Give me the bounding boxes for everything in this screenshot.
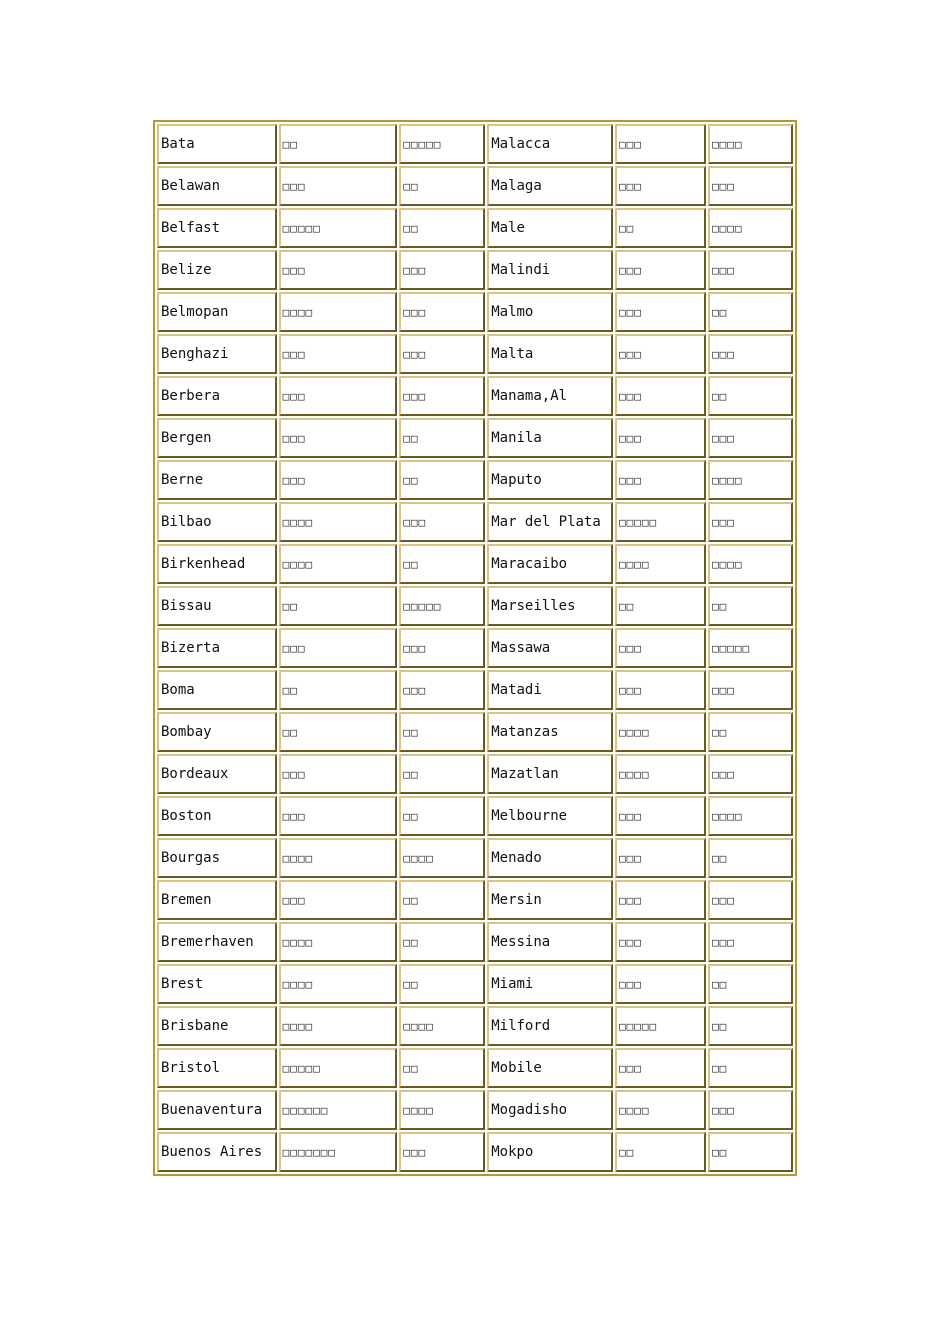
country-cell: □□□□ [708,544,793,584]
port-name-cell: Melbourne [487,796,613,836]
table-row [157,292,793,332]
port-name-cell: Birkenhead [157,544,277,584]
port-name-cell: Malaga [487,166,613,206]
port-name-cell: Bata [157,124,277,164]
table-row [157,1090,793,1130]
country-cell: □□ [399,460,485,500]
table-row [157,754,793,794]
country-cell: □□□□ [399,838,485,878]
chinese-name-cell: □□□ [615,250,706,290]
table-row [157,880,793,920]
port-name-cell: Bourgas [157,838,277,878]
country-cell: □□□□□ [708,628,793,668]
port-name-cell: Marseilles [487,586,613,626]
chinese-name-cell: □□□ [279,418,398,458]
chinese-name-cell: □□□ [279,796,398,836]
country-cell: □□□ [708,250,793,290]
chinese-name-cell: □□□ [279,250,398,290]
table-row [157,1006,793,1046]
chinese-name-cell: □□ [279,124,398,164]
country-cell: □□ [399,712,485,752]
chinese-name-cell: □□ [279,670,398,710]
country-cell: □□□ [399,376,485,416]
chinese-name-cell: □□ [279,586,398,626]
port-name-cell: Berne [157,460,277,500]
chinese-name-cell: □□□ [279,754,398,794]
table-row [157,922,793,962]
port-name-cell: Brest [157,964,277,1004]
table-row [157,334,793,374]
chinese-name-cell: □□□□ [615,1090,706,1130]
country-cell: □□□ [399,628,485,668]
chinese-name-cell: □□□ [615,376,706,416]
port-name-cell: Buenaventura [157,1090,277,1130]
port-name-cell: Benghazi [157,334,277,374]
chinese-name-cell: □□□□□□ [279,1090,398,1130]
chinese-name-cell: □□□ [615,334,706,374]
port-name-cell: Mogadisho [487,1090,613,1130]
chinese-name-cell: □□□□□ [615,1006,706,1046]
port-name-cell: Bissau [157,586,277,626]
port-table-body [157,124,793,1172]
port-name-cell: Bordeaux [157,754,277,794]
country-cell: □□□ [708,922,793,962]
port-name-cell: Manama,Al [487,376,613,416]
port-name-cell: Buenos Aires [157,1132,277,1172]
chinese-name-cell: □□□ [615,964,706,1004]
table-row [157,544,793,584]
port-name-cell: Bergen [157,418,277,458]
port-name-cell: Mokpo [487,1132,613,1172]
country-cell: □□□ [708,502,793,542]
chinese-name-cell: □□□□ [279,502,398,542]
country-cell: □□ [399,880,485,920]
chinese-name-cell: □□□□ [279,1006,398,1046]
country-cell: □□□ [708,880,793,920]
country-cell: □□ [708,376,793,416]
country-cell: □□□□ [399,1090,485,1130]
chinese-name-cell: □□□□ [615,544,706,584]
port-name-cell: Brisbane [157,1006,277,1046]
country-cell: □□□ [708,1090,793,1130]
country-cell: □□ [708,1006,793,1046]
port-name-cell: Boma [157,670,277,710]
country-cell: □□ [399,544,485,584]
port-name-cell: Belmopan [157,292,277,332]
country-cell: □□ [399,796,485,836]
country-cell: □□ [708,712,793,752]
port-name-cell: Maracaibo [487,544,613,584]
chinese-name-cell: □□□□□ [279,1048,398,1088]
chinese-name-cell: □□□ [279,166,398,206]
port-name-cell: Milford [487,1006,613,1046]
chinese-name-cell: □□□ [279,334,398,374]
table-row [157,166,793,206]
chinese-name-cell: □□□□ [279,544,398,584]
port-name-cell: Menado [487,838,613,878]
port-name-table [153,120,797,1176]
chinese-name-cell: □□□□□ [615,502,706,542]
table-row [157,1132,793,1172]
country-cell: □□□□ [708,208,793,248]
country-cell: □□ [708,1132,793,1172]
country-cell: □□ [399,418,485,458]
chinese-name-cell: □□□ [615,670,706,710]
port-name-cell: Mobile [487,1048,613,1088]
country-cell: □□□ [708,418,793,458]
port-name-cell: Bremerhaven [157,922,277,962]
country-cell: □□ [708,292,793,332]
table-row [157,670,793,710]
country-cell: □□□□ [399,1006,485,1046]
chinese-name-cell: □□ [615,1132,706,1172]
port-name-cell: Male [487,208,613,248]
chinese-name-cell: □□□ [279,460,398,500]
port-name-cell: Malindi [487,250,613,290]
port-name-cell: Belize [157,250,277,290]
chinese-name-cell: □□□ [279,880,398,920]
country-cell: □□ [399,1048,485,1088]
port-name-cell: Mazatlan [487,754,613,794]
port-name-cell: Bristol [157,1048,277,1088]
country-cell: □□□ [708,166,793,206]
port-name-cell: Manila [487,418,613,458]
chinese-name-cell: □□□□ [615,754,706,794]
port-name-cell: Belfast [157,208,277,248]
table-row [157,502,793,542]
chinese-name-cell: □□□ [279,628,398,668]
port-name-cell: Messina [487,922,613,962]
chinese-name-cell: □□□ [279,376,398,416]
port-name-cell: Mar del Plata [487,502,613,542]
port-name-cell: Boston [157,796,277,836]
chinese-name-cell: □□ [615,586,706,626]
port-name-cell: Matanzas [487,712,613,752]
country-cell: □□ [708,586,793,626]
country-cell: □□□ [708,334,793,374]
country-cell: □□□ [708,670,793,710]
chinese-name-cell: □□□□□□□ [279,1132,398,1172]
port-name-cell: Miami [487,964,613,1004]
table-row [157,418,793,458]
country-cell: □□□□□ [399,586,485,626]
port-name-cell: Belawan [157,166,277,206]
port-name-cell: Massawa [487,628,613,668]
port-name-cell: Bizerta [157,628,277,668]
port-name-cell: Malmo [487,292,613,332]
chinese-name-cell: □□□ [615,1048,706,1088]
chinese-name-cell: □□□ [615,838,706,878]
port-name-cell: Malacca [487,124,613,164]
table-row [157,1048,793,1088]
chinese-name-cell: □□□ [615,880,706,920]
chinese-name-cell: □□□□ [615,712,706,752]
table-row [157,796,793,836]
table-row [157,712,793,752]
country-cell: □□ [399,208,485,248]
table-row [157,460,793,500]
chinese-name-cell: □□□ [615,460,706,500]
country-cell: □□□□ [708,124,793,164]
country-cell: □□□ [399,502,485,542]
country-cell: □□□□□ [399,124,485,164]
country-cell: □□□ [399,250,485,290]
table-row [157,376,793,416]
table-row [157,124,793,164]
chinese-name-cell: □□ [615,208,706,248]
country-cell: □□ [708,1048,793,1088]
country-cell: □□ [399,754,485,794]
country-cell: □□□ [399,1132,485,1172]
chinese-name-cell: □□□ [615,124,706,164]
table-row [157,964,793,1004]
port-name-cell: Bilbao [157,502,277,542]
chinese-name-cell: □□□□□ [279,208,398,248]
chinese-name-cell: □□□□ [279,838,398,878]
chinese-name-cell: □□□□ [279,964,398,1004]
chinese-name-cell: □□□ [615,922,706,962]
country-cell: □□ [399,922,485,962]
port-name-cell: Mersin [487,880,613,920]
table-row [157,250,793,290]
chinese-name-cell: □□□ [615,166,706,206]
country-cell: □□ [708,838,793,878]
port-name-cell: Bremen [157,880,277,920]
country-cell: □□□ [708,754,793,794]
country-cell: □□□□ [708,460,793,500]
table-row [157,208,793,248]
table-row [157,628,793,668]
country-cell: □□□ [399,334,485,374]
port-name-cell: Bombay [157,712,277,752]
country-cell: □□□ [399,670,485,710]
port-name-cell: Maputo [487,460,613,500]
port-name-cell: Berbera [157,376,277,416]
chinese-name-cell: □□□□ [279,292,398,332]
port-name-cell: Malta [487,334,613,374]
port-name-cell: Matadi [487,670,613,710]
chinese-name-cell: □□□ [615,292,706,332]
chinese-name-cell: □□ [279,712,398,752]
country-cell: □□ [399,964,485,1004]
country-cell: □□ [708,964,793,1004]
table-row [157,586,793,626]
country-cell: □□□ [399,292,485,332]
country-cell: □□ [399,166,485,206]
chinese-name-cell: □□□□ [279,922,398,962]
chinese-name-cell: □□□ [615,418,706,458]
chinese-name-cell: □□□ [615,796,706,836]
chinese-name-cell: □□□ [615,628,706,668]
country-cell: □□□□ [708,796,793,836]
table-row [157,838,793,878]
